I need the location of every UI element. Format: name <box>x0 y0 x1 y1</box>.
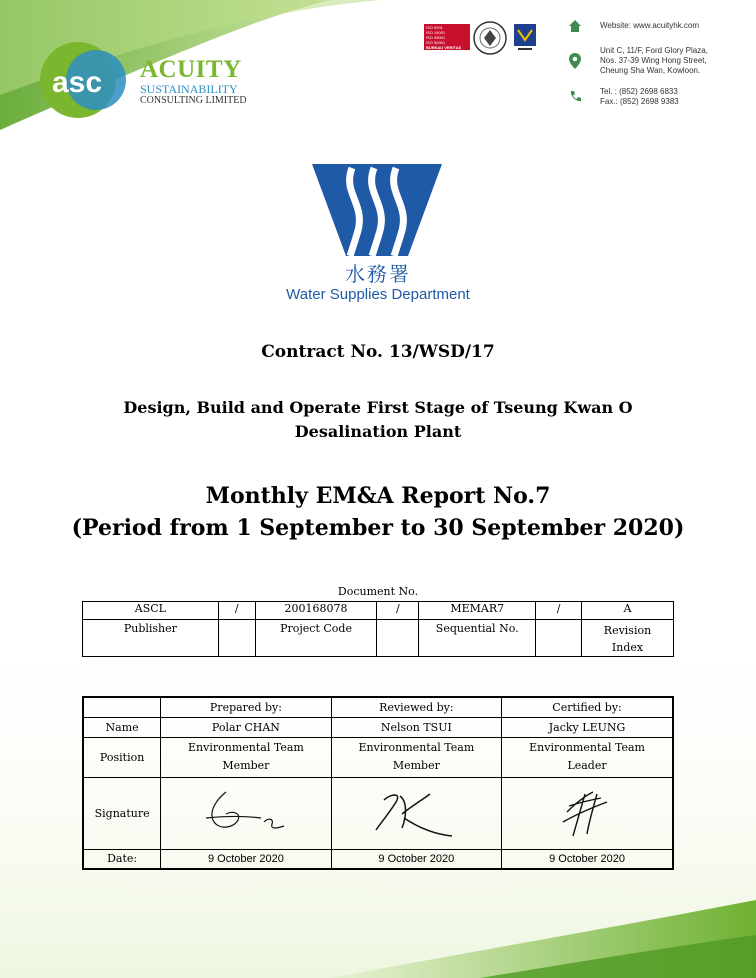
signature-cell <box>502 777 673 849</box>
date-cell: 9 October 2020 <box>161 849 331 869</box>
wsd-english-name: Water Supplies Department <box>286 286 470 303</box>
doc-separator: / <box>218 602 255 620</box>
table-row <box>83 620 674 657</box>
table-row <box>83 697 673 717</box>
project-title: Design, Build and Operate First Stage of Tseung Kwan O Desalination Plant <box>123 398 633 441</box>
doc-separator: / <box>536 602 582 620</box>
approval-table <box>82 696 674 870</box>
doc-label-empty <box>218 620 255 657</box>
signature-nelson-tsui <box>356 782 476 842</box>
document-number-heading: Document No. <box>337 585 419 598</box>
brand-name: ACUITY <box>140 56 242 83</box>
doc-value: ASCL <box>83 602 219 620</box>
table-row <box>83 849 673 869</box>
row-label: Name <box>83 717 161 737</box>
signature-jacky-leung <box>527 782 647 842</box>
name-cell: Polar CHAN <box>161 717 331 737</box>
date-cell: 9 October 2020 <box>502 849 673 869</box>
doc-label: Sequential No. <box>419 620 536 657</box>
row-label: Date: <box>83 849 161 869</box>
phone-fax-text: Tel. : (852) 2698 6833 Fax.: (852) 2698 9383 <box>600 87 679 106</box>
signature-cell <box>331 777 501 849</box>
position-cell: Environmental Team Leader <box>502 737 673 777</box>
doc-label-empty <box>377 620 419 657</box>
phone-icon <box>569 90 582 103</box>
report-title: Monthly EM&A Report No.7 (Period from 1 September to 30 September 2020) <box>71 483 685 541</box>
doc-value: 200168078 <box>255 602 377 620</box>
position-cell: Environmental Team Member <box>331 737 501 777</box>
name-cell: Nelson TSUI <box>331 717 501 737</box>
column-header: Certified by: <box>502 697 673 717</box>
document-number-table <box>82 601 674 657</box>
ukas-mark-icon <box>514 24 536 52</box>
doc-value: A <box>581 602 673 620</box>
doc-label-empty <box>536 620 582 657</box>
position-cell: Environmental Team Member <box>161 737 331 777</box>
doc-separator: / <box>377 602 419 620</box>
address-text: Unit C, 11/F, Ford Glory Plaza, Nos. 37-39 Wing Hong Street, Cheung Sha Wan, Kowloon. <box>600 46 708 75</box>
column-header: Reviewed by: <box>331 697 501 717</box>
website-text: Website: www.acuityhk.com <box>600 21 699 30</box>
table-row <box>83 777 673 849</box>
acuity-logo <box>38 40 133 120</box>
date-cell: 9 October 2020 <box>331 849 501 869</box>
doc-value: MEMAR7 <box>419 602 536 620</box>
table-row <box>83 737 673 777</box>
empty-cell <box>83 697 161 717</box>
contract-number: Contract No. 13/WSD/17 <box>261 342 495 362</box>
signature-cell <box>161 777 331 849</box>
home-icon <box>568 19 582 33</box>
svg-text:asc: asc <box>52 66 103 99</box>
column-header: Prepared by: <box>161 697 331 717</box>
bureau-veritas-seal-icon <box>472 20 508 56</box>
brand-tagline: CONSULTING LIMITED <box>140 95 247 106</box>
row-label: Signature <box>83 777 161 849</box>
location-pin-icon <box>569 53 581 69</box>
table-row <box>83 717 673 737</box>
row-label: Position <box>83 737 161 777</box>
name-cell: Jacky LEUNG <box>502 717 673 737</box>
brand-subtitle: SUSTAINABILITY <box>140 82 238 96</box>
wsd-logo <box>312 164 442 256</box>
signature-polar-chan <box>186 782 306 842</box>
certification-badge: ISO 9001 ISO 14001 ISO 45001 ISO 50001 BUREAU VERITAS Certification <box>424 24 470 50</box>
wsd-chinese-name: 水務署 <box>345 262 411 286</box>
doc-label: Publisher <box>83 620 219 657</box>
doc-label: Revision Index <box>581 620 673 657</box>
table-row <box>83 602 674 620</box>
doc-label: Project Code <box>255 620 377 657</box>
